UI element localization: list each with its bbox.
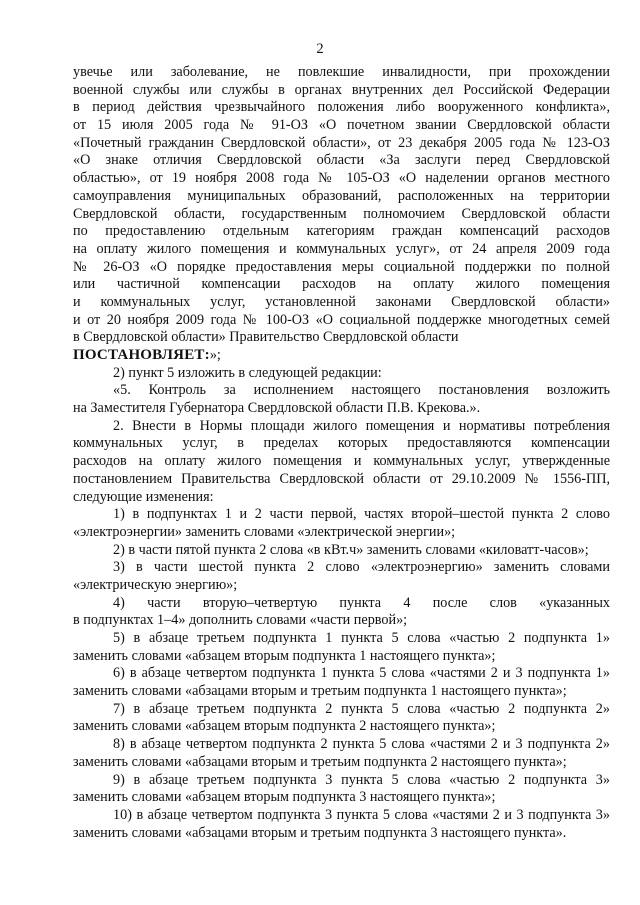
paragraph-line: Свердловской области, государственным полномочием Свердловской области <box>73 205 610 222</box>
paragraph-line: или частичной компенсации расходов на оплату жилого помещения <box>73 276 610 293</box>
amendment-item <box>73 382 610 417</box>
paragraph-line: № 26-ОЗ «О порядке предоставления меры социальной поддержки по полной <box>73 258 610 275</box>
amendment-list <box>73 365 610 843</box>
paragraph-line: «Почетный гражданин Свердловской области», от 23 декабря 2005 года № 123-ОЗ <box>73 134 610 151</box>
item-line: 2. Внести в Нормы площади жилого помещения и нормативы потребления <box>113 417 610 434</box>
item-line: «5. Контроль за исполнением настоящего постановления возложить <box>113 382 610 399</box>
amendment-item <box>73 630 610 665</box>
intro-paragraph <box>73 64 610 347</box>
page-number: 2 <box>316 41 324 57</box>
item-line: на Заместителя Губернатора Свердловской области П.В. Крекова.». <box>73 400 481 417</box>
paragraph-line: увечье или заболевание, не повлекшие инвалидности, при прохождении <box>73 64 610 80</box>
item-line: коммунальных услуг, в пределах которых предоставляются компенсации <box>73 435 610 452</box>
amendment-item <box>73 506 610 541</box>
paragraph-line: в период действия чрезвычайного положения либо вооруженного конфликта», <box>73 99 610 116</box>
item-line: 5) в абзаце третьем подпункта 1 пункта 5 слова «частью 2 подпункта 1» <box>113 630 610 646</box>
item-line: 4) части вторую–четвертую пункта 4 после слов «указанных <box>113 594 610 611</box>
item-line: заменить словами «абзацами вторым и третьим подпункта 1 настоящего пункта»; <box>73 683 567 700</box>
paragraph-line: «О знаке отличия Свердловской области «За заслуги перед Свердловской <box>73 152 610 169</box>
item-line: 7) в абзаце третьем подпункта 2 пункта 5 слова «частью 2 подпункта 2» <box>113 700 610 717</box>
item-line: 2) в части пятой пункта 2 слова «в кВт.ч» заменить словами «киловатт-часов»; <box>113 541 589 558</box>
paragraph-line: военной службы или службы в органах внутренних дел Российской Федерации <box>73 81 610 98</box>
paragraph-line: и от 20 ноября 2009 года № 100-ОЗ «О социальной поддержке многодетных семей <box>73 311 610 328</box>
item-line: в подпунктах 1–4» дополнить словами «части первой»; <box>73 612 408 629</box>
resolves-keyword: ПОСТАНОВЛЯЕТ: <box>73 347 210 363</box>
item-line: 3) в части шестой пункта 2 слово «электроэнергию» заменить словами <box>113 559 610 576</box>
paragraph-line: от 15 июля 2005 года № 91-ОЗ «О почетном звании Свердловской области <box>73 117 610 134</box>
amendment-item <box>73 807 610 842</box>
amendment-item <box>73 665 610 700</box>
resolves-suffix: »; <box>209 347 221 363</box>
item-line: заменить словами «абзацем вторым подпункта 2 настоящего пункта»; <box>73 718 496 735</box>
item-line: расходов на оплату жилого помещения и коммунальных услуг, утвержденные <box>73 453 610 470</box>
paragraph-line: самоуправления муниципальных образований, расположенных на территории <box>73 187 610 204</box>
document-body <box>73 64 610 842</box>
paragraph-line: и коммунальных услуг, установленной законами Свердловской области» <box>73 293 610 310</box>
item-line: 1) в подпунктах 1 и 2 части первой, частях второй–шестой пункта 2 слово <box>113 506 610 523</box>
item-line: заменить словами «абзацем вторым подпункта 3 настоящего пункта»; <box>73 789 496 806</box>
paragraph-line: по предоставлению отдельным категориям граждан компенсаций расходов <box>73 223 610 240</box>
item-line: 2) пункт 5 изложить в следующей редакции: <box>113 364 382 381</box>
item-line: постановлением Правительства Свердловской области от 29.10.2009 № 1556-ПП, <box>73 470 610 487</box>
amendment-item <box>73 595 610 630</box>
amendment-item <box>73 736 610 771</box>
amendment-item <box>73 772 610 807</box>
item-line: 9) в абзаце третьем подпункта 3 пункта 5 слова «частью 2 подпункта 3» <box>113 771 610 788</box>
item-line: «электрическую энергию»; <box>73 576 238 593</box>
item-line: 8) в абзаце четвертом подпункта 2 пункта 5 слова «частями 2 и 3 подпункта 2» <box>113 736 610 753</box>
item-line: следующие изменения: <box>73 488 214 505</box>
amendment-item <box>73 418 610 506</box>
item-line: заменить словами «абзацами вторым и третьим подпункта 3 настоящего пункта». <box>73 824 567 841</box>
paragraph-line: в Свердловской области» Правительство Свердловской области <box>73 329 459 346</box>
amendment-item <box>73 542 610 560</box>
amendment-item <box>73 701 610 736</box>
item-line: заменить словами «абзацем вторым подпункта 1 настоящего пункта»; <box>73 647 496 664</box>
item-line: «электроэнергии» заменить словами «электрической энергии»; <box>73 523 456 540</box>
paragraph-line: областью», от 19 ноября 2008 года № 105-ОЗ «О наделении органов местного <box>73 170 610 187</box>
item-line: 6) в абзаце четвертом подпункта 1 пункта 5 слова «частями 2 и 3 подпункта 1» <box>113 665 610 682</box>
amendment-item <box>73 365 610 383</box>
item-line: 10) в абзаце четвертом подпункта 3 пункта 5 слова «частями 2 и 3 подпункта 3» <box>113 806 610 823</box>
amendment-item <box>73 559 610 594</box>
resolves-line <box>73 347 610 365</box>
paragraph-line: на оплату жилого помещения и коммунальных услуг», от 24 апреля 2009 года <box>73 240 610 257</box>
item-line: заменить словами «абзацами вторым и третьим подпункта 2 настоящего пункта»; <box>73 753 567 770</box>
